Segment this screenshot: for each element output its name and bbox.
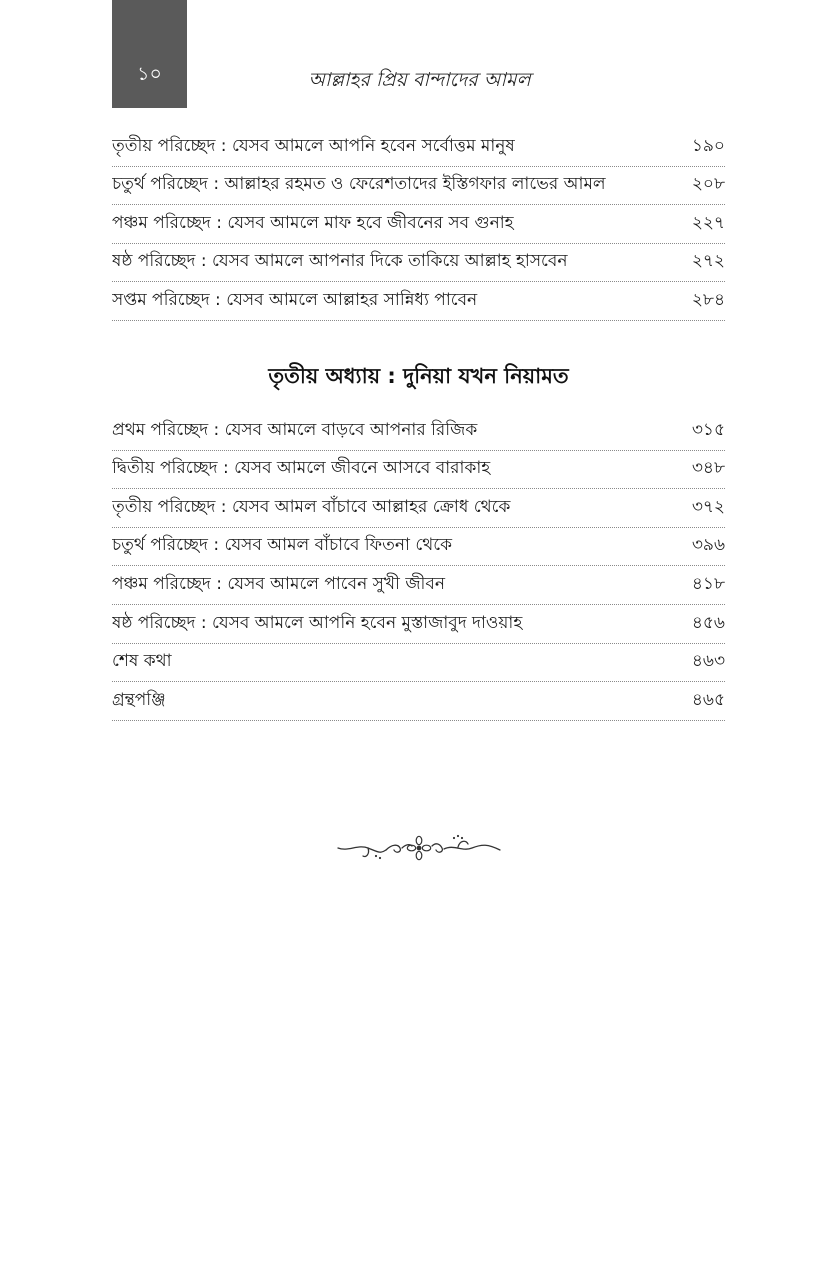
- toc-entry-page: ৩৭২: [691, 496, 725, 517]
- toc-list-part2: [112, 412, 725, 721]
- toc-list-part1: [112, 128, 725, 321]
- toc-entry-title: দ্বিতীয় পরিচ্ছেদ : যেসব আমলে জীবনে আসবে বারাকাহ: [112, 458, 491, 479]
- toc-entry-page: ৩১৫: [691, 419, 725, 440]
- toc-entry[interactable]: [112, 682, 725, 721]
- toc-entry-title: তৃতীয় পরিচ্ছেদ : যেসব আমলে আপনি হবেন সর্বোত্তম মানুষ: [112, 135, 515, 156]
- toc-entry-title: চতুর্থ পরিচ্ছেদ : যেসব আমল বাঁচাবে ফিতনা থেকে: [112, 535, 452, 556]
- toc-entry-page: ২৭২: [691, 251, 725, 272]
- toc-entry[interactable]: [112, 644, 725, 683]
- toc-entry[interactable]: [112, 528, 725, 567]
- toc-entry-page: ৪৬৫: [691, 689, 725, 710]
- toc-entry-title: গ্রন্থপঞ্জি: [112, 689, 166, 710]
- toc-entry-title: ষষ্ঠ পরিচ্ছেদ : যেসব আমলে আপনি হবেন মুস্তাজাবুদ দাওয়াহ: [112, 612, 523, 633]
- toc-entry-page: ৩৯৬: [691, 535, 725, 556]
- toc-entry[interactable]: [112, 128, 725, 167]
- toc-entry-title: পঞ্চম পরিচ্ছেদ : যেসব আমলে মাফ হবে জীবনের সব গুনাহ: [112, 212, 514, 233]
- toc-entry-title: প্রথম পরিচ্ছেদ : যেসব আমলে বাড়বে আপনার রিজিক: [112, 419, 478, 440]
- toc-entry-title: পঞ্চম পরিচ্ছেদ : যেসব আমলে পাবেন সুখী জীবন: [112, 573, 445, 594]
- toc-entry[interactable]: [112, 412, 725, 451]
- toc-entry-page: ২২৭: [691, 212, 725, 233]
- toc-entry[interactable]: [112, 205, 725, 244]
- toc-entry-page: ২০৮: [691, 174, 725, 195]
- page-number: ১০: [137, 63, 162, 85]
- toc-entry-title: শেষ কথা: [112, 651, 172, 672]
- toc-entry[interactable]: [112, 244, 725, 283]
- toc-entry-page: ২৮৪: [691, 289, 725, 310]
- toc-entry-page: ৪১৮: [691, 573, 725, 594]
- toc-entry-title: সপ্তম পরিচ্ছেদ : যেসব আমলে আল্লাহর সান্নিধ্য পাবেন: [112, 289, 478, 310]
- toc-entry-page: ৪৬৩: [691, 651, 725, 672]
- page-number-tab: [112, 0, 187, 108]
- toc-entry[interactable]: [112, 451, 725, 490]
- chapter-heading: তৃতীয় অধ্যায় : দুনিয়া যখন নিয়ামত: [268, 364, 569, 388]
- toc-entry-page: ৪৫৬: [691, 612, 725, 633]
- toc-entry-page: ৩৪৮: [691, 458, 725, 479]
- toc-entry-title: চতুর্থ পরিচ্ছেদ : আল্লাহর রহমত ও ফেরেশতাদের ইস্তিগফার লাভের আমল: [112, 174, 606, 195]
- toc-entry-title: তৃতীয় পরিচ্ছেদ : যেসব আমল বাঁচাবে আল্লাহর ক্রোধ থেকে: [112, 496, 511, 517]
- floral-divider-icon: [336, 832, 502, 864]
- toc-entry[interactable]: [112, 566, 725, 605]
- toc-entry[interactable]: [112, 489, 725, 528]
- toc-entry[interactable]: [112, 167, 725, 206]
- toc-entry-page: ১৯০: [691, 135, 725, 156]
- toc-entry-title: ষষ্ঠ পরিচ্ছেদ : যেসব আমলে আপনার দিকে তাকিয়ে আল্লাহ হাসবেন: [112, 251, 568, 272]
- running-title: আল্লাহর প্রিয় বান্দাদের আমল: [308, 69, 531, 91]
- toc-entry[interactable]: [112, 605, 725, 644]
- toc-entry[interactable]: [112, 282, 725, 321]
